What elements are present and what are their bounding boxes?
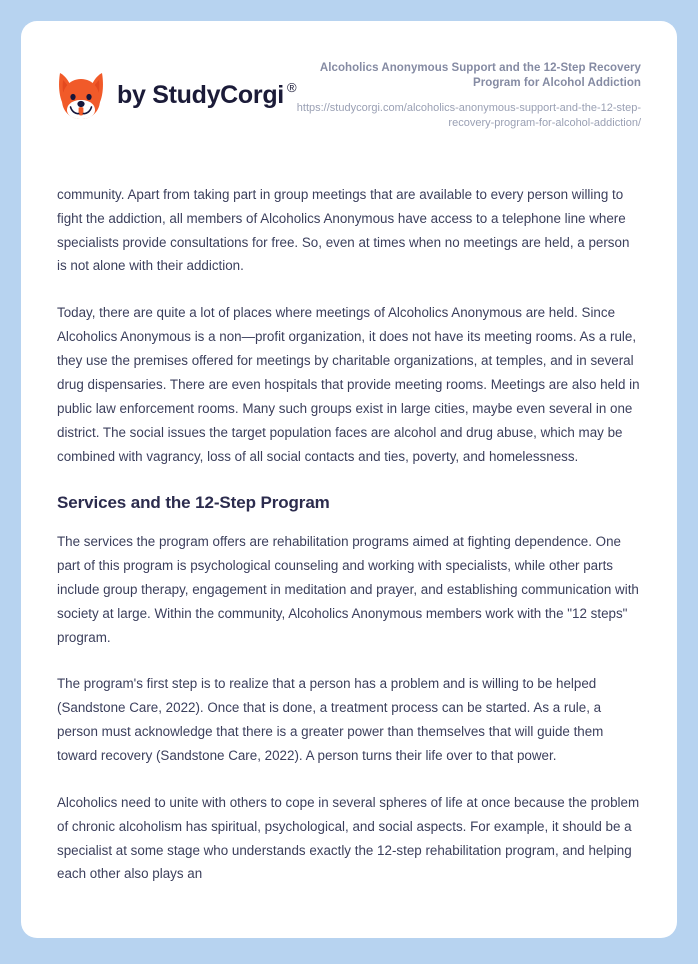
brand-wordmark [117,79,297,109]
brand-logo[interactable] [57,59,296,121]
paragraph-3: The services the program offers are rehabilitation programs aimed at fighting dependence. One part of this program is psychological counseling and working with specialists, while other parts include group therapy, engagement in meditation and prayer, and establishing communication with society at large. Within the community, Alcoholics Anonymous members work with the "12 steps" program. [57,534,639,645]
section-heading: Services and the 12-Step Program [57,493,330,513]
document-title: Alcoholics Anonymous Support and the 12-Step Recovery Program for Alcohol Addiction [319,62,641,90]
paragraph-4: The program's first step is to realize that a person has a problem and is willing to be helped (Sandstone Care, 2022). Once that is done, a treatment process can be started. As a rule, a person must acknowledge that there is a greater power than themselves that will guide them toward recovery (Sandstone Care, 2022). A person turns their life over to that power. [57,676,604,764]
paragraph-1: community. Apart from taking part in group meetings that are available to every person willing to fight the addiction, all members of Alcoholics Anonymous have access to a telephone line where specialists provide consultations for free. So, even at times when no meetings are held, a person is not alone with their addiction. [57,186,630,274]
document-header [21,21,677,131]
document-card [21,21,677,938]
document-body [21,183,677,886]
brand-wordmark-text: by StudyCorgi [117,80,284,109]
document-url[interactable]: https://studycorgi.com/alcoholics-anonymous-support-and-the-12-step-recovery-program-for-alcohol-addiction/ [296,101,641,129]
paragraph-5: Alcoholics need to unite with others to cope in several spheres of life at once because the problem of chronic alcoholism has spiritual, psychological, and social aspects. For example, it should be a specialist at some stage who understands exactly the 12-step rehabilitation program, and helping each other also plays an [57,794,640,882]
registered-trademark-icon: ® [286,79,297,95]
corgi-icon [57,69,105,121]
header-meta [296,59,641,131]
paragraph-2: Today, there are quite a lot of places where meetings of Alcoholics Anonymous are held. Since Alcoholics Anonymous is a non—profit organization, it does not have its meeting rooms. As a rule, they use the premises offered for meetings by charitable organizations, at temples, and in several drug dispensaries. There are even hospitals that provide meeting rooms. Meetings are also held in public law enforcement rooms. Many such groups exist in large cities, maybe even several in one district. The social issues the target population faces are alcohol and drug abuse, which may be combined with vagrancy, loss of all social contacts and ties, poverty, and homelessness. [57,305,640,464]
